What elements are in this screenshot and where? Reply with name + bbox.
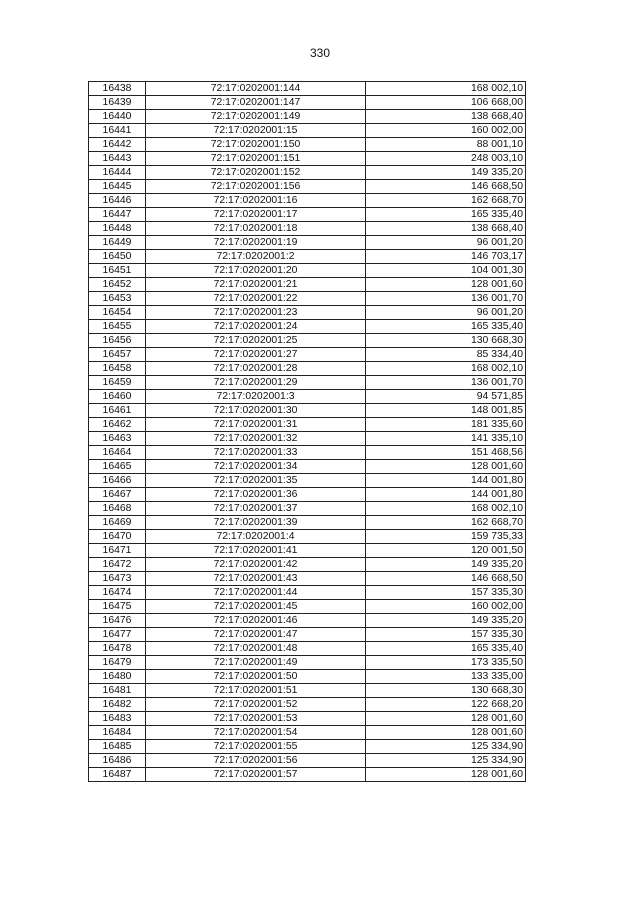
row-number-cell: 16478 xyxy=(89,642,146,656)
cadastral-value-cell: 157 335,30 xyxy=(366,628,526,642)
row-number-cell: 16479 xyxy=(89,656,146,670)
cadastral-value-cell: 149 335,20 xyxy=(366,558,526,572)
row-number-cell: 16467 xyxy=(89,488,146,502)
cadastral-value-cell: 149 335,20 xyxy=(366,614,526,628)
cadastral-number-cell: 72:17:0202001:22 xyxy=(146,292,366,306)
cadastral-value-cell: 133 335,00 xyxy=(366,670,526,684)
cadastral-value-cell: 106 668,00 xyxy=(366,96,526,110)
cadastral-number-cell: 72:17:0202001:152 xyxy=(146,166,366,180)
table-row xyxy=(89,446,526,460)
cadastral-number-cell: 72:17:0202001:29 xyxy=(146,376,366,390)
cadastral-value-cell: 128 001,60 xyxy=(366,726,526,740)
table-row xyxy=(89,474,526,488)
cadastral-number-cell: 72:17:0202001:34 xyxy=(146,460,366,474)
table-row xyxy=(89,726,526,740)
table-row xyxy=(89,698,526,712)
cadastral-number-cell: 72:17:0202001:27 xyxy=(146,348,366,362)
cadastral-value-cell: 165 335,40 xyxy=(366,320,526,334)
row-number-cell: 16466 xyxy=(89,474,146,488)
cadastral-number-cell: 72:17:0202001:147 xyxy=(146,96,366,110)
cadastral-number-cell: 72:17:0202001:20 xyxy=(146,264,366,278)
cadastral-value-cell: 120 001,50 xyxy=(366,544,526,558)
table-row xyxy=(89,600,526,614)
cadastral-number-cell: 72:17:0202001:150 xyxy=(146,138,366,152)
row-number-cell: 16475 xyxy=(89,600,146,614)
table-row xyxy=(89,194,526,208)
row-number-cell: 16485 xyxy=(89,740,146,754)
cadastral-number-cell: 72:17:0202001:48 xyxy=(146,642,366,656)
row-number-cell: 16480 xyxy=(89,670,146,684)
row-number-cell: 16455 xyxy=(89,320,146,334)
table-row xyxy=(89,544,526,558)
cadastral-number-cell: 72:17:0202001:47 xyxy=(146,628,366,642)
row-number-cell: 16481 xyxy=(89,684,146,698)
cadastral-value-cell: 160 002,00 xyxy=(366,600,526,614)
cadastral-number-cell: 72:17:0202001:24 xyxy=(146,320,366,334)
row-number-cell: 16458 xyxy=(89,362,146,376)
table-row xyxy=(89,264,526,278)
row-number-cell: 16468 xyxy=(89,502,146,516)
table-row xyxy=(89,488,526,502)
cadastral-value-cell: 128 001,60 xyxy=(366,768,526,782)
cadastral-number-cell: 72:17:0202001:32 xyxy=(146,432,366,446)
cadastral-number-cell: 72:17:0202001:3 xyxy=(146,390,366,404)
cadastral-number-cell: 72:17:0202001:25 xyxy=(146,334,366,348)
table-row xyxy=(89,250,526,264)
table-row xyxy=(89,222,526,236)
row-number-cell: 16446 xyxy=(89,194,146,208)
cadastral-number-cell: 72:17:0202001:55 xyxy=(146,740,366,754)
cadastral-value-cell: 160 002,00 xyxy=(366,124,526,138)
cadastral-number-cell: 72:17:0202001:50 xyxy=(146,670,366,684)
table-row xyxy=(89,768,526,782)
cadastral-value-cell: 146 703,17 xyxy=(366,250,526,264)
table-row xyxy=(89,376,526,390)
cadastral-number-cell: 72:17:0202001:156 xyxy=(146,180,366,194)
table-row xyxy=(89,642,526,656)
row-number-cell: 16484 xyxy=(89,726,146,740)
row-number-cell: 16438 xyxy=(89,82,146,96)
row-number-cell: 16450 xyxy=(89,250,146,264)
row-number-cell: 16486 xyxy=(89,754,146,768)
row-number-cell: 16452 xyxy=(89,278,146,292)
cadastral-number-cell: 72:17:0202001:23 xyxy=(146,306,366,320)
cadastral-number-cell: 72:17:0202001:43 xyxy=(146,572,366,586)
cadastral-number-cell: 72:17:0202001:44 xyxy=(146,586,366,600)
cadastral-number-cell: 72:17:0202001:41 xyxy=(146,544,366,558)
row-number-cell: 16469 xyxy=(89,516,146,530)
cadastral-value-cell: 138 668,40 xyxy=(366,110,526,124)
cadastral-value-cell: 165 335,40 xyxy=(366,208,526,222)
row-number-cell: 16442 xyxy=(89,138,146,152)
cadastral-value-cell: 146 668,50 xyxy=(366,572,526,586)
row-number-cell: 16464 xyxy=(89,446,146,460)
table-row xyxy=(89,82,526,96)
table-row xyxy=(89,320,526,334)
cadastral-value-cell: 248 003,10 xyxy=(366,152,526,166)
cadastral-number-cell: 72:17:0202001:151 xyxy=(146,152,366,166)
table-row xyxy=(89,390,526,404)
table-row xyxy=(89,712,526,726)
cadastral-value-cell: 165 335,40 xyxy=(366,642,526,656)
cadastral-number-cell: 72:17:0202001:19 xyxy=(146,236,366,250)
row-number-cell: 16474 xyxy=(89,586,146,600)
cadastral-number-cell: 72:17:0202001:45 xyxy=(146,600,366,614)
row-number-cell: 16472 xyxy=(89,558,146,572)
table-row xyxy=(89,614,526,628)
cadastral-value-cell: 128 001,60 xyxy=(366,278,526,292)
table-row xyxy=(89,670,526,684)
table-row xyxy=(89,418,526,432)
cadastral-value-table xyxy=(88,81,526,782)
table-row xyxy=(89,586,526,600)
cadastral-value-cell: 136 001,70 xyxy=(366,292,526,306)
cadastral-value-cell: 157 335,30 xyxy=(366,586,526,600)
cadastral-number-cell: 72:17:0202001:39 xyxy=(146,516,366,530)
table-row xyxy=(89,292,526,306)
row-number-cell: 16444 xyxy=(89,166,146,180)
table-row xyxy=(89,306,526,320)
cadastral-value-cell: 136 001,70 xyxy=(366,376,526,390)
row-number-cell: 16457 xyxy=(89,348,146,362)
row-number-cell: 16454 xyxy=(89,306,146,320)
row-number-cell: 16453 xyxy=(89,292,146,306)
table-row xyxy=(89,460,526,474)
row-number-cell: 16463 xyxy=(89,432,146,446)
cadastral-number-cell: 72:17:0202001:56 xyxy=(146,754,366,768)
cadastral-number-cell: 72:17:0202001:33 xyxy=(146,446,366,460)
cadastral-number-cell: 72:17:0202001:31 xyxy=(146,418,366,432)
cadastral-number-cell: 72:17:0202001:35 xyxy=(146,474,366,488)
cadastral-number-cell: 72:17:0202001:30 xyxy=(146,404,366,418)
row-number-cell: 16483 xyxy=(89,712,146,726)
table-row xyxy=(89,124,526,138)
cadastral-number-cell: 72:17:0202001:28 xyxy=(146,362,366,376)
table-row xyxy=(89,96,526,110)
cadastral-number-cell: 72:17:0202001:54 xyxy=(146,726,366,740)
cadastral-value-cell: 125 334,90 xyxy=(366,754,526,768)
cadastral-value-cell: 130 668,30 xyxy=(366,684,526,698)
table-row xyxy=(89,152,526,166)
table-row xyxy=(89,110,526,124)
row-number-cell: 16445 xyxy=(89,180,146,194)
table-row xyxy=(89,656,526,670)
row-number-cell: 16459 xyxy=(89,376,146,390)
cadastral-number-cell: 72:17:0202001:52 xyxy=(146,698,366,712)
row-number-cell: 16470 xyxy=(89,530,146,544)
row-number-cell: 16451 xyxy=(89,264,146,278)
cadastral-value-cell: 162 668,70 xyxy=(366,516,526,530)
cadastral-value-cell: 125 334,90 xyxy=(366,740,526,754)
cadastral-number-cell: 72:17:0202001:16 xyxy=(146,194,366,208)
cadastral-value-cell: 96 001,20 xyxy=(366,306,526,320)
cadastral-number-cell: 72:17:0202001:15 xyxy=(146,124,366,138)
table-row xyxy=(89,516,526,530)
cadastral-value-cell: 104 001,30 xyxy=(366,264,526,278)
table-row xyxy=(89,684,526,698)
cadastral-value-cell: 88 001,10 xyxy=(366,138,526,152)
table-row xyxy=(89,572,526,586)
cadastral-number-cell: 72:17:0202001:149 xyxy=(146,110,366,124)
cadastral-value-cell: 128 001,60 xyxy=(366,712,526,726)
row-number-cell: 16477 xyxy=(89,628,146,642)
row-number-cell: 16440 xyxy=(89,110,146,124)
cadastral-value-cell: 144 001,80 xyxy=(366,488,526,502)
table-row xyxy=(89,404,526,418)
row-number-cell: 16443 xyxy=(89,152,146,166)
table-row xyxy=(89,740,526,754)
cadastral-value-cell: 149 335,20 xyxy=(366,166,526,180)
row-number-cell: 16439 xyxy=(89,96,146,110)
cadastral-number-cell: 72:17:0202001:37 xyxy=(146,502,366,516)
table-body xyxy=(89,82,526,782)
cadastral-number-cell: 72:17:0202001:42 xyxy=(146,558,366,572)
cadastral-value-cell: 181 335,60 xyxy=(366,418,526,432)
cadastral-value-cell: 130 668,30 xyxy=(366,334,526,348)
table-row xyxy=(89,628,526,642)
table-row xyxy=(89,236,526,250)
row-number-cell: 16465 xyxy=(89,460,146,474)
cadastral-value-cell: 96 001,20 xyxy=(366,236,526,250)
row-number-cell: 16462 xyxy=(89,418,146,432)
table-row xyxy=(89,334,526,348)
cadastral-value-cell: 85 334,40 xyxy=(366,348,526,362)
row-number-cell: 16482 xyxy=(89,698,146,712)
cadastral-number-cell: 72:17:0202001:2 xyxy=(146,250,366,264)
cadastral-number-cell: 72:17:0202001:36 xyxy=(146,488,366,502)
cadastral-value-cell: 168 002,10 xyxy=(366,502,526,516)
table-row xyxy=(89,278,526,292)
table-row xyxy=(89,530,526,544)
table-row xyxy=(89,138,526,152)
cadastral-value-cell: 128 001,60 xyxy=(366,460,526,474)
cadastral-value-cell: 148 001,85 xyxy=(366,404,526,418)
cadastral-number-cell: 72:17:0202001:18 xyxy=(146,222,366,236)
cadastral-number-cell: 72:17:0202001:57 xyxy=(146,768,366,782)
row-number-cell: 16456 xyxy=(89,334,146,348)
table-row xyxy=(89,362,526,376)
row-number-cell: 16449 xyxy=(89,236,146,250)
row-number-cell: 16476 xyxy=(89,614,146,628)
cadastral-value-cell: 173 335,50 xyxy=(366,656,526,670)
cadastral-value-cell: 146 668,50 xyxy=(366,180,526,194)
cadastral-value-cell: 168 002,10 xyxy=(366,362,526,376)
table-row xyxy=(89,348,526,362)
cadastral-number-cell: 72:17:0202001:4 xyxy=(146,530,366,544)
cadastral-value-cell: 141 335,10 xyxy=(366,432,526,446)
row-number-cell: 16447 xyxy=(89,208,146,222)
cadastral-value-cell: 144 001,80 xyxy=(366,474,526,488)
row-number-cell: 16487 xyxy=(89,768,146,782)
cadastral-number-cell: 72:17:0202001:17 xyxy=(146,208,366,222)
cadastral-number-cell: 72:17:0202001:21 xyxy=(146,278,366,292)
cadastral-number-cell: 72:17:0202001:144 xyxy=(146,82,366,96)
cadastral-number-cell: 72:17:0202001:49 xyxy=(146,656,366,670)
row-number-cell: 16448 xyxy=(89,222,146,236)
page-number: 330 xyxy=(309,46,331,60)
cadastral-value-cell: 151 468,56 xyxy=(366,446,526,460)
cadastral-value-cell: 168 002,10 xyxy=(366,82,526,96)
cadastral-value-cell: 122 668,20 xyxy=(366,698,526,712)
row-number-cell: 16441 xyxy=(89,124,146,138)
table-row xyxy=(89,754,526,768)
table-row xyxy=(89,432,526,446)
table-row xyxy=(89,208,526,222)
row-number-cell: 16461 xyxy=(89,404,146,418)
cadastral-value-cell: 94 571,85 xyxy=(366,390,526,404)
table-row xyxy=(89,558,526,572)
cadastral-value-cell: 159 735,33 xyxy=(366,530,526,544)
table-row xyxy=(89,502,526,516)
cadastral-number-cell: 72:17:0202001:53 xyxy=(146,712,366,726)
row-number-cell: 16460 xyxy=(89,390,146,404)
cadastral-number-cell: 72:17:0202001:51 xyxy=(146,684,366,698)
table-row xyxy=(89,180,526,194)
row-number-cell: 16471 xyxy=(89,544,146,558)
cadastral-number-cell: 72:17:0202001:46 xyxy=(146,614,366,628)
cadastral-value-cell: 162 668,70 xyxy=(366,194,526,208)
cadastral-value-cell: 138 668,40 xyxy=(366,222,526,236)
table-row xyxy=(89,166,526,180)
row-number-cell: 16473 xyxy=(89,572,146,586)
